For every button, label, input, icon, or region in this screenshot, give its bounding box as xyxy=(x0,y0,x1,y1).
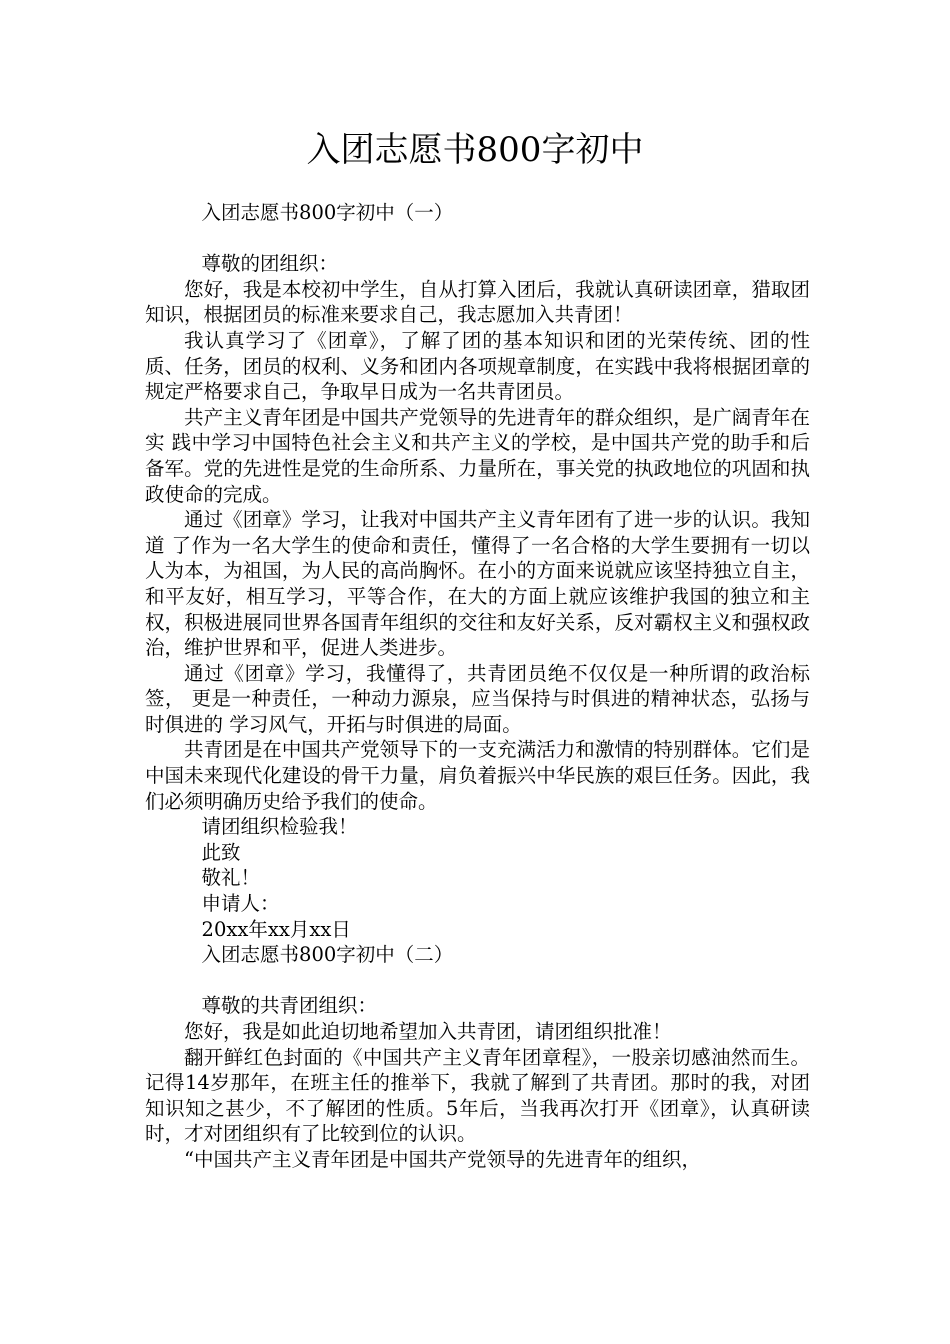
paragraph: 我认真学习了《团章》，了解了团的基本知识和团的光荣传统、团的性质、任务，团员的权利、义务和团内各项规章制度，在实践中我将根据团章的规定严格要求自己，争取早日成为一名共青团员。 xyxy=(145,328,810,404)
document-body xyxy=(145,200,810,1173)
date-line: 20xx年xx月xx日 xyxy=(201,917,351,941)
paragraph: “中国共产主义青年团是中国共产党领导的先进青年的组织， xyxy=(184,1147,701,1171)
section-heading: 入团志愿书800字初中（二） xyxy=(201,943,454,967)
applicant-label: 申请人： xyxy=(201,892,280,916)
paragraph: 通过《团章》学习，让我对中国共产主义青年团有了进一步的认识。我知道 了作为一名大学生的使命和责任，懂得了一名合格的大学生要拥有一切以人为本，为祖国，为人民的高尚胸怀。在小的方面来说就应该坚持独立自主，和平友好，相互学习，平等合作，在大的方面上就应该维护我国的独立和主权，积极进展同世界各国青年组织的交往和友好关系，反对霸权主义和强权政治，维护世界和平，促进人类进步。 xyxy=(145,508,810,660)
paragraph: 通过《团章》学习，我懂得了，共青团员绝不仅仅是一种所谓的政治标签， 更是一种责任，一种动力源泉，应当保持与时俱进的精神状态，弘扬与时俱进的 学习风气，开拓与时俱进的局面。 xyxy=(145,661,810,736)
section-heading: 入团志愿书800字初中（一） xyxy=(201,201,454,224)
blank-line xyxy=(145,968,810,994)
closing-request: 请团组织检验我！ xyxy=(201,815,358,839)
paragraph: 翻开鲜红色封面的《中国共产主义青年团章程》，一股亲切感油然而生。记得14岁那年，在班主任的推举下，我就了解到了共青团。那时的我，对团知识知之甚少，不了解团的性质。5年后，当我再次打开《团章》，认真研读时，才对团组织有了比较到位的认识。 xyxy=(145,1045,810,1146)
paragraph: 您好，我是本校初中学生，自从打算入团后，我就认真研读团章，猎取团知识，根据团员的标准来要求自己，我志愿加入共青团！ xyxy=(145,277,810,327)
paragraph: 共青团是在中国共产党领导下的一支充满活力和激情的特别群体。它们是中国未来现代化建设的骨干力量，肩负着振兴中华民族的艰巨任务。因此，我们必须明确历史给予我们的使命。 xyxy=(145,738,810,813)
blank-line xyxy=(145,226,810,252)
closing-jingli: 敬礼！ xyxy=(201,866,261,890)
paragraph: 您好，我是如此迫切地希望加入共青团，请团组织批准！ xyxy=(184,1020,672,1043)
paragraph: 共产主义青年团是中国共产党领导的先进青年的群众组织，是广阔青年在实 践中学习中国特色社会主义和共产主义的学校，是中国共产党的助手和后备军。党的先进性是党的生命所系、力量所在，事关党的执政地位的巩固和执政使命的完成。 xyxy=(145,405,810,506)
closing-cizhi: 此致 xyxy=(201,840,241,864)
salutation: 尊敬的共青团组织： xyxy=(201,994,378,1018)
document-title: 入团志愿书800字初中 xyxy=(306,130,644,170)
salutation: 尊敬的团组织： xyxy=(201,252,339,276)
